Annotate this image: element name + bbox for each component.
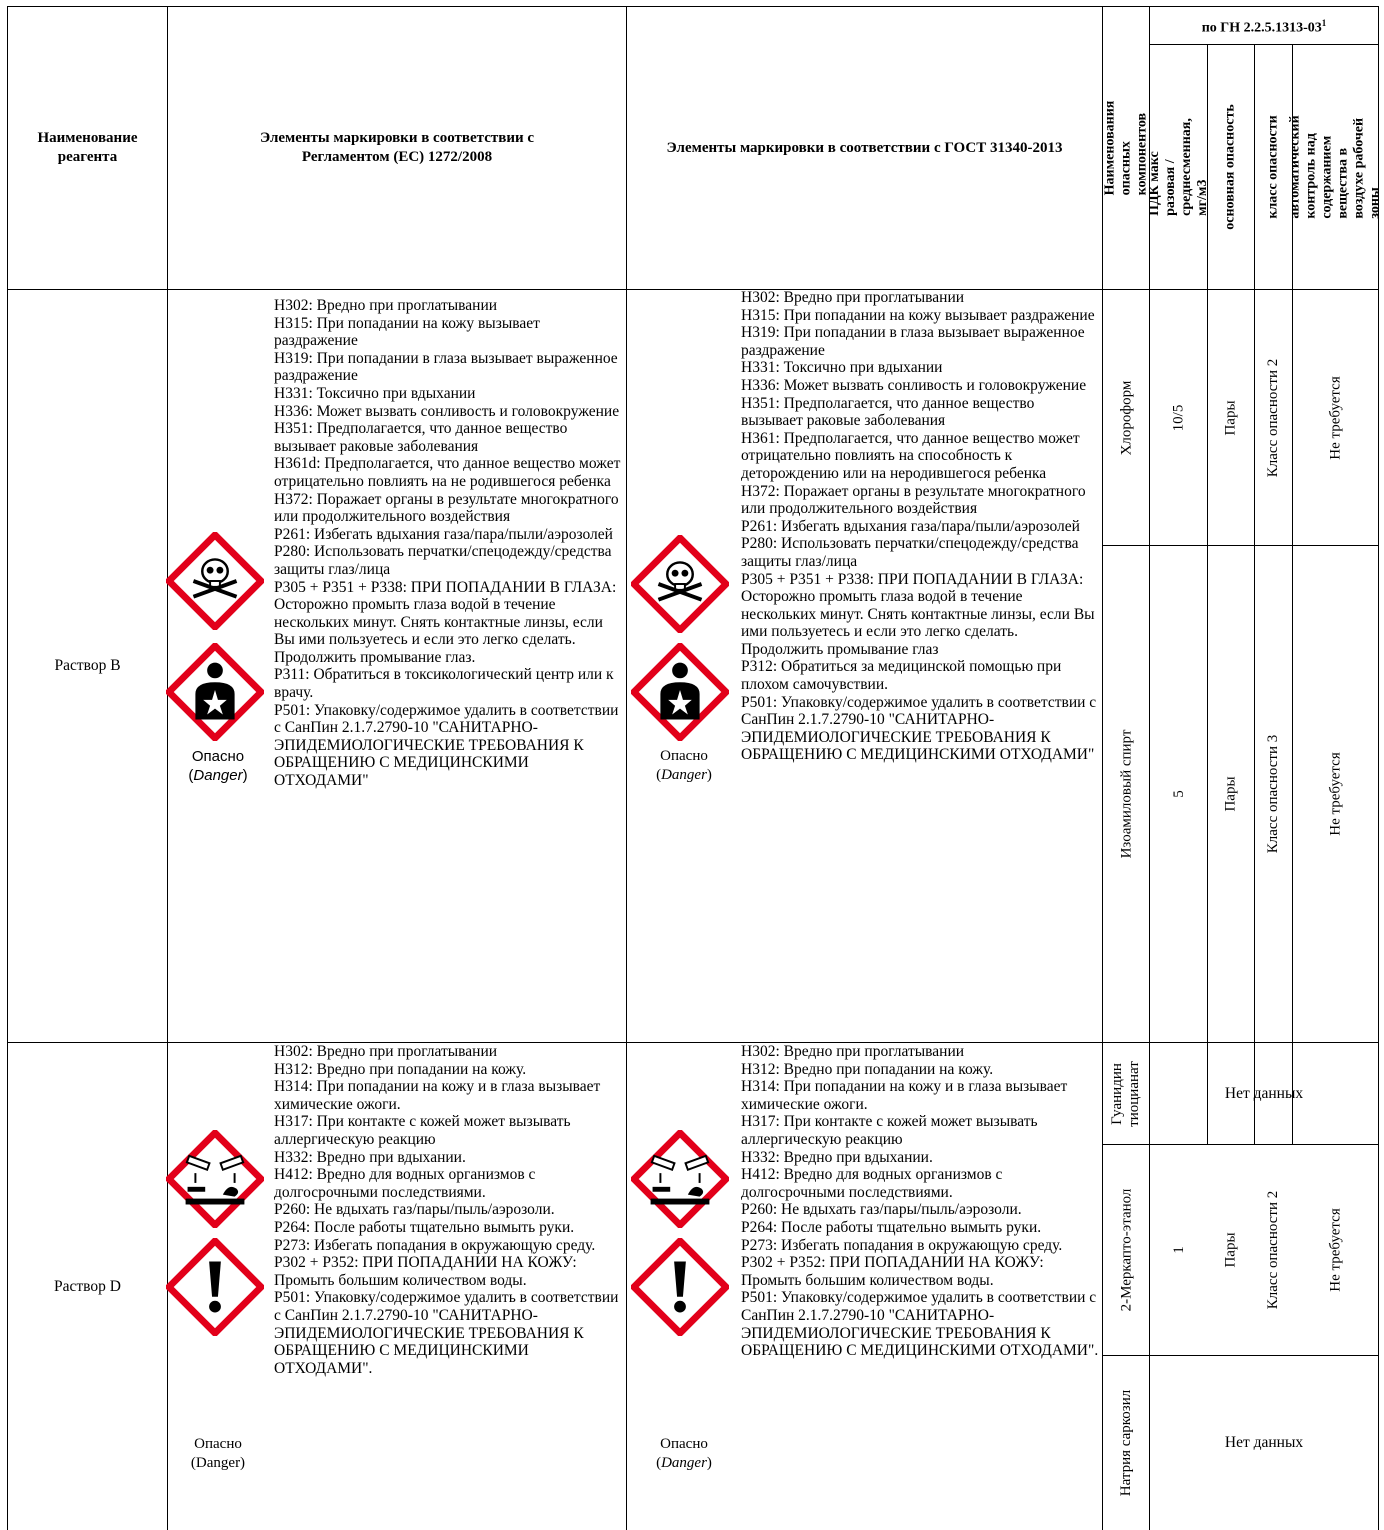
header-class-text: класс опасности	[1265, 115, 1281, 219]
gost-hazard-text-b: H302: Вредно при проглатывании H315: При попадании на кожу вызывает раздражение H319: При попадании в глаза вызывает выраженное раздражение H331: Токсично при вдыхании H336: Может вызвать сонливость и головокружение H351: Предполагается, что данное вещество вызывает раковые заболевания H361: Предполагается, что данное вещество может отрицательно повлиять на способность к деторождению или на неродившегося ребенка H372: Поражает органы в результате многократного или продолжительного воздействия P261: Избегать вдыхания газа/пара/пыли/аэрозолей P280: Использовать перчатки/спецодежду/средства защиты глаз/лица P305 + P351 + P338: ПРИ ПОПАДАНИИ В ГЛАЗА: Осторожно промыть глаза водой в течение нескольких минут. Снять контактные линзы, если Вы ими пользуетесь и если это легко сделать. Продолжить промывание глаз P312: Обратиться за медицинской помощью при плохом самочувствии. P501: Упаковку/содержимое удалить в соответствии с СанПин 2.1.7.2790-10 "САНИТАРНО-ЭПИДЕМИОЛОГИЧЕСКИЕ ТРЕБОВАНИЯ К ОБРАЩЕНИЮ С МЕДИЦИНСКИМИ ОТХОДАМИ"	[741, 289, 1097, 764]
header-gost-labeling-text: Элементы маркировки в соответствии с ГОСТ 31340-2013	[666, 139, 1063, 156]
component-control: Не требуется	[1327, 1208, 1344, 1292]
signal-word-eu-d: Опасно (Danger)	[190, 1436, 246, 1471]
corrosion-icon	[631, 1130, 729, 1228]
signal-word-eu-b: Опасно (Danger)	[188, 748, 248, 784]
header-class	[1255, 45, 1292, 289]
component-hazard: Пары	[1222, 1232, 1239, 1268]
component-no-data: Нет данных	[1224, 1434, 1304, 1451]
eu-hazard-text-b: H302: Вредно при проглатывании H315: При попадании на кожу вызывает раздражение H319: При попадании в глаза вызывает выраженное раздражение H331: Токсично при вдыхании H336: Может вызвать сонливость и головокружение H351: Предполагается, что данное вещество вызывает раковые заболевания H361d: Предполагается, что данное вещество может отрицательно повлиять на не родившегося ребенка H372: Поражает органы в результате многократного или продолжительного воздействия P261: Избегать вдыхания газа/пара/пыли/аэрозолей P280: Использовать перчатки/спецодежду/средства защиты глаз/лица P305 + P351 + P338: ПРИ ПОПАДАНИИ В ГЛАЗА: Осторожно промыть глаза водой в течение нескольких минут. Снять контактные линзы, если Вы ими пользуетесь и если это легко сделать. Продолжить промывание глаз. P311: Обратиться в токсикологический центр или к врачу. P501: Упаковку/содержимое удалить в соответствии с СанПин 2.1.7.2790-10 "САНИТАРНО-ЭПИДЕМИОЛОГИЧЕСКИЕ ТРЕБОВАНИЯ К ОБРАЩЕНИЮ С МЕДИЦИНСКИМИ ОТХОДАМИ"	[274, 297, 621, 790]
header-components	[1103, 7, 1149, 289]
corrosion-icon	[166, 1130, 264, 1228]
signal-word-gost-b: Опасно (Danger)	[656, 748, 712, 783]
header-reagent-name	[8, 7, 167, 289]
header-pdk-text: ПДК макс разовая / среднесменная, мг/м3	[1146, 118, 1210, 216]
header-components-text: Наименования опасных компонентов	[1102, 100, 1150, 196]
component-pdk: 5	[1170, 790, 1187, 798]
health-hazard-icon	[631, 643, 729, 741]
component-class: Класс опасности 2	[1265, 358, 1282, 477]
header-gn-group	[1150, 7, 1378, 44]
component-hazard: Пары	[1222, 776, 1239, 812]
component-no-data: Нет данных	[1224, 1084, 1304, 1102]
component-name: Хлороформ	[1118, 380, 1134, 455]
component-name: Изоамиловый спирт	[1118, 729, 1134, 859]
component-control: Не требуется	[1327, 752, 1344, 836]
component-class: Класс опасности 3	[1265, 734, 1282, 854]
header-control	[1287, 45, 1383, 289]
component-hazard: Пары	[1222, 399, 1239, 436]
reagent-name-d: Раствор D	[54, 1277, 121, 1295]
header-pdk	[1146, 45, 1210, 289]
health-hazard-icon	[166, 643, 264, 741]
component-class: Класс опасности 2	[1265, 1190, 1282, 1310]
gost-hazard-text-d: H302: Вредно при проглатывании H312: Вредно при попадании на кожу. H314: При попадании на кожу и в глаза вызывает химические ожоги. H317: При контакте с кожей может вызывать аллергическую реакцию H332: Вредно при вдыхании. H412: Вредно для водных организмов с долгосрочными последствиями. P260: Не вдыхать газ/пары/пыль/аэрозоли. P264: После работы тщательно вымыть руки. P273: Избегать попадания в окружающую среду. P302 + P352: ПРИ ПОПАДАНИИ НА КОЖУ: Промыть большим количеством воды. P501: Упаковку/содержимое удалить в соответствии с СанПин 2.1.7.2790-10 "САНИТАРНО-ЭПИДЕМИОЛОГИЧЕСКИЕ ТРЕБОВАНИЯ К ОБРАЩЕНИЮ С МЕДИЦИНСКИМИ ОТХОДАМИ".	[741, 1043, 1099, 1360]
component-name: Натрия саркозил	[1118, 1389, 1135, 1497]
header-gost-labeling	[627, 7, 1102, 289]
header-eu-labeling-text: Элементы маркировки в соответствии с Регламентом (ЕС) 1272/2008	[259, 130, 535, 165]
component-name: Гуанидин тиоцианат	[1109, 1060, 1143, 1127]
component-name: 2-Меркапто-этанол	[1118, 1188, 1134, 1312]
signal-word-gost-d: Опасно (Danger)	[656, 1436, 712, 1471]
eu-hazard-text-d: H302: Вредно при проглатывании H312: Вредно при попадании на кожу. H314: При попадании на кожу и в глаза вызывает химические ожоги. H317: При контакте с кожей может вызывать аллергическую реакцию H332: Вредно при вдыхании. H412: Вредно для водных организмов с долгосрочными последствиями. P260: Не вдыхать газ/пары/пыль/аэрозоли. P264: После работы тщательно вымыть руки. P273: Избегать попадания в окружающую среду. P302 + P352: ПРИ ПОПАДАНИИ НА КОЖУ: Промыть большим количеством воды. P501: Упаковку/содержимое удалить в соответствии с СанПин 2.1.7.2790-10 "САНИТАРНО-ЭПИДЕМИОЛОГИЧЕСКИЕ ТРЕБОВАНИЯ К ОБРАЩЕНИЮ С МЕДИЦИНСКИМИ ОТХОДАМИ".	[274, 1043, 619, 1377]
header-reagent-name-text: Наименование реагента	[37, 130, 138, 165]
reagent-name-b: Раствор B	[54, 657, 121, 674]
header-gn-group-text: по ГН $2.2.5.1313-03^1$	[1201, 17, 1327, 36]
skull-crossbones-icon	[166, 532, 264, 630]
component-control: Не требуется	[1327, 375, 1344, 460]
header-control-text: автоматический контроль над содержанием вещества в воздухе рабочей зоны	[1287, 115, 1383, 219]
skull-crossbones-icon	[631, 535, 729, 633]
component-pdk: 10/5	[1170, 404, 1187, 431]
header-hazard	[1208, 45, 1254, 289]
header-hazard-text: основная опасность	[1223, 104, 1239, 230]
exclamation-mark-icon	[166, 1238, 264, 1336]
header-eu-labeling	[168, 7, 626, 289]
exclamation-mark-icon	[631, 1238, 729, 1336]
component-pdk: 1	[1170, 1246, 1187, 1254]
